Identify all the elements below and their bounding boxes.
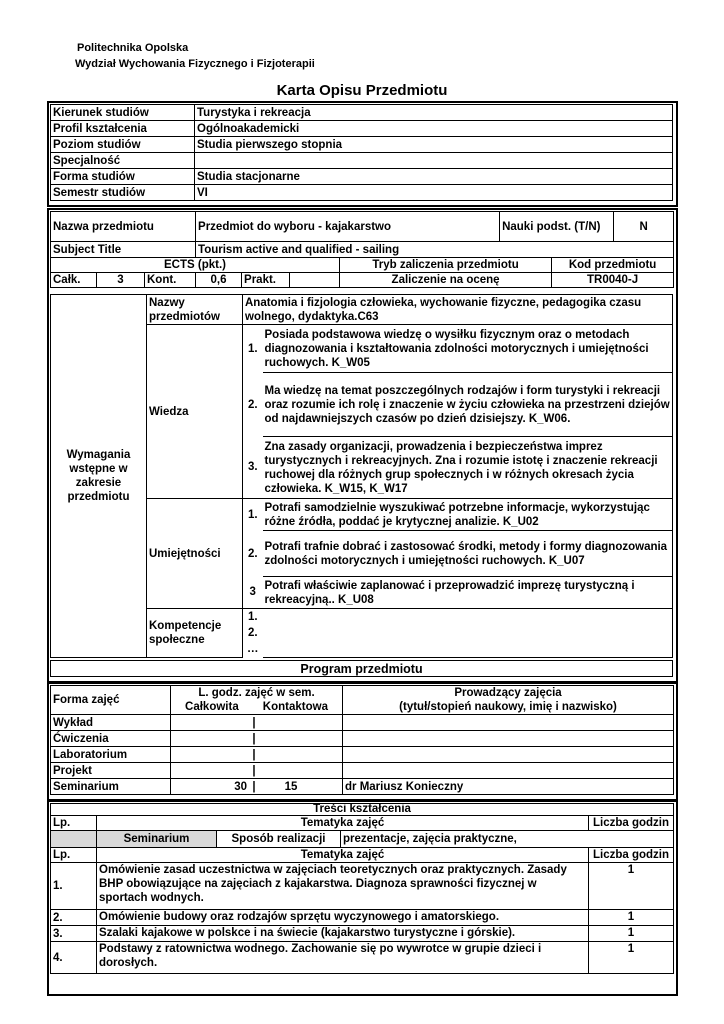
calkowita-label: Całkowita [185,701,239,713]
prereq-table [50,294,673,658]
content-lp-label-1: Lp. [51,816,97,831]
wiedza-num-2: 2. [247,398,258,411]
content-tematyka-label-1: Tematyka zajęć [97,816,589,831]
content-lp-label-2: Lp. [51,848,97,863]
kont-value: 0,6 [196,273,242,288]
content-lp: 1. [51,863,97,910]
study-label: Semestr studiów [51,185,195,201]
umiej-label: Umiejętności [147,499,243,609]
prereq-label: Wymagania wstępne w zakresie przedmiotu [51,295,147,658]
kont-label: Kont. [145,273,196,288]
program-hours [171,715,343,731]
program-calk [171,748,247,762]
content-lp: 3. [51,926,97,942]
study-label: Profil kształcenia [51,121,195,137]
program-sep: | [252,764,256,777]
subject-title-value: Tourism active and qualified - sailing [196,242,674,258]
komp-nums [243,609,263,658]
basic-science-label: Nauki podst. (T/N) [500,212,614,242]
program-row [51,731,674,747]
program-calk: 30 [234,780,247,793]
prow-sub: (tytuł/stopień naukowy, imię i nazwisko) [399,701,617,713]
program-hours [171,731,343,747]
program-kont: 15 [284,780,298,793]
study-row [51,169,673,185]
komp-num-2: 2. [247,627,258,639]
content-hours: 1 [589,910,674,926]
page-title: Karta Opisu Przedmiotu [276,82,448,99]
prow-header [343,686,674,715]
program-row [51,763,674,779]
content-tematyka-label-2: Tematyka zajęć [97,848,589,863]
tryb-label: Tryb zaliczenia przedmiotu [340,258,552,273]
calk-label: Całk. [51,273,97,288]
wiedza-text-3: Zna zasady organizacji, prowadzenia i bezpieczeństwa imprez turystycznych i rekreacyjnych. Zna i rozumie istotę i znaczenie rekreacji ruchowej dla różnych grup społecznych i w różnych okresach życia człowieka. K_W15, K_W17 [263,437,673,499]
wiedza-label: Wiedza [147,325,243,499]
content-lp: 2. [51,910,97,926]
program-forma: Seminarium [51,779,171,795]
program-prow [343,715,674,731]
godz-header [171,686,343,715]
study-row [51,153,673,169]
komp-label: Kompetencje społeczne [147,609,243,658]
program-calk [171,716,247,730]
content-row [51,926,674,942]
umiej-text-3: Potrafi właściwie zaplanować i przeprowadzić imprezę turystyczną i rekreacyjną.. K_U08 [263,577,673,609]
study-label: Forma studiów [51,169,195,185]
prakt-value [290,273,340,288]
komp-num-1: 1. [247,611,258,623]
content-row [51,863,674,910]
umiej-num-3: 3 [243,577,263,609]
kontaktowa-label: Kontaktowa [262,701,328,713]
study-label: Specjalność [51,153,195,169]
content-title: Treści kształcenia [51,804,674,816]
godz-sub [173,700,340,714]
study-label: Poziom studiów [51,137,195,153]
kod-label: Kod przedmiotu [552,258,674,273]
program-sep: | [252,716,256,729]
sposob-value: prezentacje, zajęcia praktyczne, [341,831,674,848]
study-value: Ogólnoakademicki [195,121,673,137]
content-lp: 4. [51,942,97,974]
program-title-table [50,660,673,677]
sposob-label: Sposób realizacji [217,831,341,848]
content-hours: 1 [589,926,674,942]
umiej-num-2: 2. [247,547,258,560]
content-text: Szalaki kajakowe w polskce i na świecie (kajakarstwo turystyczne i górskie). [97,926,589,942]
study-value [195,153,673,169]
program-hours [171,779,343,795]
program-forma: Laboratorium [51,747,171,763]
content-text: Omówienie zasad uczestnictwa w zajęciach teoretycznych oraz praktycznych. Zasady BHP obowiązujące na zajęciach z kajakarstwa. Diagnoza sprawności fizycznej w sportach wodnych. [97,863,589,910]
zaliczenie-value: Zaliczenie na ocenę [340,273,552,288]
study-value: Studia pierwszego stopnia [195,137,673,153]
program-row [51,715,674,731]
wiedza-text-1: Posiada podstawowa wiedzę o wysiłku fizycznym oraz o metodach diagnozowania i kształtowania zdolności motorycznych i umiejętności ruchowych. K_W05 [263,325,673,373]
content-liczba-label-2: Liczba godzin [589,848,674,863]
names-label: Nazwy przedmiotów [147,295,243,325]
prakt-label: Prakt. [242,273,290,288]
program-prow: dr Mariusz Konieczny [343,779,674,795]
subject-table [50,211,674,288]
university-name: Politechnika Opolska [77,42,189,54]
calk-value: 3 [97,273,145,288]
program-hours [171,763,343,779]
program-table [50,685,674,795]
study-row [51,137,673,153]
program-kont [261,732,321,746]
study-row [51,121,673,137]
program-kont [261,764,321,778]
komp-num-3: … [247,643,259,655]
ects-label: ECTS (pkt.) [51,258,340,273]
program-sep: | [252,732,256,745]
study-row [51,185,673,201]
subject-title-label: Subject Title [51,242,196,258]
content-text: Omówienie budowy oraz rodzajów sprzętu wyczynowego i amatorskiego. [97,910,589,926]
content-liczba-label-1: Liczba godzin [589,816,674,831]
program-kont [261,748,321,762]
program-sep: | [252,748,256,761]
subject-name-label: Nazwa przedmiotu [51,212,196,242]
program-kont [261,716,321,730]
program-prow [343,763,674,779]
names-value: Anatomia i fizjologia człowieka, wychowanie fizyczne, pedagogika czasu wolnego, dydaktyka.C63 [243,295,673,325]
program-prow [343,731,674,747]
program-row [51,747,674,763]
godz-label: L. godz. zajęć w sem. [198,687,315,699]
program-hours [171,747,343,763]
program-sep: | [252,780,256,793]
study-row [51,105,673,121]
content-hours: 1 [589,942,674,974]
content-row [51,910,674,926]
content-table [50,803,674,974]
program-title: Program przedmiotu [51,661,673,677]
forma-label: Forma zajęć [51,686,171,715]
kod-value: TR0040-J [552,273,674,288]
subject-name-value: Przedmiot do wyboru - kajakarstwo [196,212,500,242]
content-row [51,942,674,974]
program-forma: Projekt [51,763,171,779]
program-prow [343,747,674,763]
komp-text [263,609,673,658]
study-label: Kierunek studiów [51,105,195,121]
basic-science-value: N [614,212,674,242]
umiej-text-2: Potrafi trafnie dobrać i zastosować środki, metody i formy diagnozowania zdolności motorycznych i umiejętności ruchowych. K_U07 [263,531,673,577]
content-gray-cell [51,831,97,848]
study-value: Studia stacjonarne [195,169,673,185]
wiedza-text-2: Ma wiedzę na temat poszczególnych rodzajów i form turystyki i rekreacji oraz rozumie ich rolę i znaczenie w życiu człowieka na przestrzeni dziejów od najdawniejszych czasów po dzień dzisiejszy. K_W06. [263,373,673,437]
faculty-name: Wydział Wychowania Fizycznego i Fizjoterapii [75,58,315,70]
wiedza-num-3: 3. [243,437,263,499]
content-hours: 1 [589,863,674,910]
program-calk [171,732,247,746]
program-calk [171,764,247,778]
content-text: Podstawy z ratownictwa wodnego. Zachowanie się po wywrotce w grupie dzieci i dorosłych. [97,942,589,974]
program-forma: Wykład [51,715,171,731]
umiej-text-1: Potrafi samodzielnie wyszukiwać potrzebne informacje, wykorzystując różne źródła, poddać je krytycznej analizie. K_U02 [263,499,673,531]
program-row [51,779,674,795]
study-info-table [50,104,673,201]
seminarium-label: Seminarium [97,831,217,848]
prow-label: Prowadzący zajęcia [454,687,562,699]
wiedza-num-1: 1. [243,325,263,373]
study-value: VI [195,185,673,201]
umiej-num-1: 1. [247,508,258,521]
program-forma: Ćwiczenia [51,731,171,747]
study-value: Turystyka i rekreacja [195,105,673,121]
